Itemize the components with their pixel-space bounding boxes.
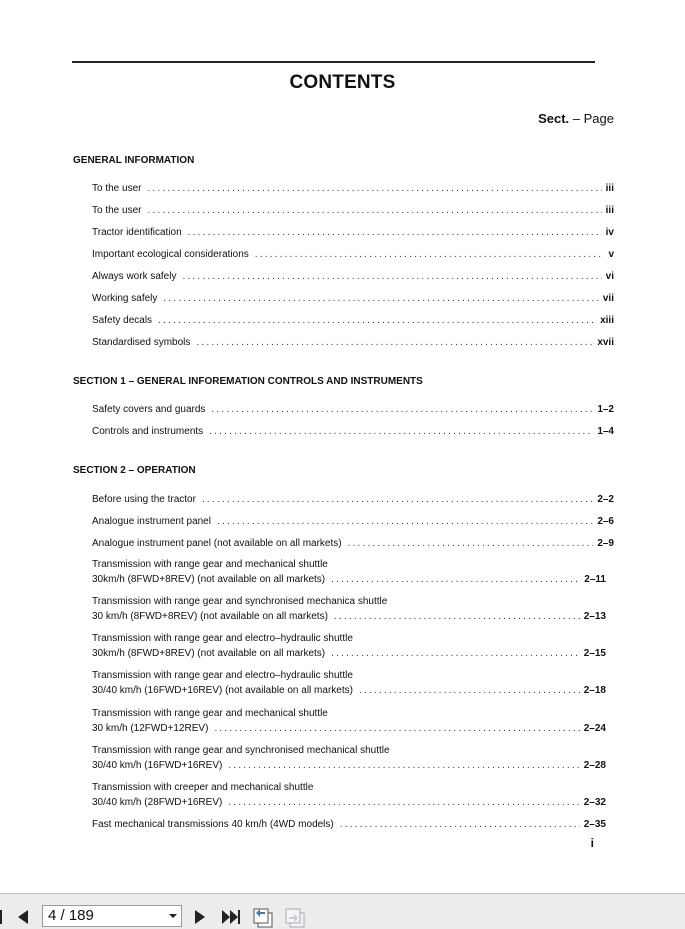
chevron-down-icon[interactable] <box>169 914 177 918</box>
toc-entry[interactable] <box>92 183 614 195</box>
toc-entry[interactable] <box>92 337 614 349</box>
toc-entry-page: 2–24 <box>583 723 606 734</box>
toc-entry-line1: Transmission with range gear and mechanical shuttle <box>92 559 328 570</box>
leader-dots <box>147 205 601 217</box>
previous-view-icon[interactable] <box>252 908 274 928</box>
toc-entry[interactable] <box>92 205 614 217</box>
toc-entry[interactable] <box>92 494 614 506</box>
leader-dots <box>182 271 601 283</box>
toc-entry[interactable] <box>92 782 606 809</box>
leader-dots <box>188 227 602 239</box>
toc-entry-line1: Transmission with range gear and electro–hydraulic shuttle <box>92 633 353 644</box>
toc-entry-page: iv <box>605 227 614 238</box>
leader-dots <box>331 574 580 586</box>
leader-dots <box>228 760 579 772</box>
toc-entry-page: 2–2 <box>597 494 614 505</box>
leader-dots <box>158 315 596 327</box>
toc-entry-line1: Transmission with range gear and electro–hydraulic shuttle <box>92 670 353 681</box>
leader-dots <box>202 494 593 506</box>
toc-entry-label: To the user <box>92 183 142 194</box>
toc-entry-label: 30/40 km/h (16FWD+16REV) <box>92 760 223 771</box>
toc-entry-label: To the user <box>92 205 142 216</box>
first-page-icon[interactable] <box>0 910 6 924</box>
toc-entry[interactable] <box>92 538 614 550</box>
toc-entry-page: xiii <box>600 315 614 326</box>
next-view-icon[interactable] <box>284 908 306 928</box>
page-number-input[interactable] <box>42 905 182 927</box>
toc-entry-page: 2–13 <box>583 611 606 622</box>
toc-entry-label: Before using the tractor <box>92 494 196 505</box>
toc-entry[interactable] <box>92 516 614 528</box>
toc-entry-page: 1–4 <box>597 426 614 437</box>
leader-dots <box>196 337 593 349</box>
toc-entry-label: Important ecological considerations <box>92 249 249 260</box>
leader-dots <box>340 819 580 831</box>
leader-dots <box>147 183 601 195</box>
toc-entry-page: 2–15 <box>583 648 606 659</box>
section-heading: SECTION 2 – OPERATION <box>73 465 196 476</box>
toc-entry-label: Analogue instrument panel (not available on all markets) <box>92 538 342 549</box>
toc-entry[interactable] <box>92 708 606 735</box>
toc-entry-label: 30 km/h (8FWD+8REV) (not available on all markets) <box>92 611 328 622</box>
toc-entry-line1: Transmission with range gear and mechanical shuttle <box>92 708 328 719</box>
toc-entry-page: iii <box>605 183 614 194</box>
leader-dots <box>331 648 580 660</box>
toc-entry[interactable] <box>92 404 614 416</box>
top-rule <box>72 61 595 63</box>
toc-entry-label: Fast mechanical transmissions 40 km/h (4WD models) <box>92 819 334 830</box>
toc-entry-line1: Transmission with range gear and synchronised mechanica shuttle <box>92 596 388 607</box>
toc-entry-label: 30km/h (8FWD+8REV) (not available on all markets) <box>92 648 326 659</box>
toc-entry-label: Always work safely <box>92 271 177 282</box>
leader-dots <box>359 685 580 697</box>
toc-entry[interactable] <box>92 819 606 831</box>
next-page-icon[interactable] <box>194 910 206 924</box>
toc-entry-label: Controls and instruments <box>92 426 204 437</box>
toc-entry[interactable] <box>92 293 614 305</box>
toc-entry-page: vii <box>602 293 614 304</box>
toc-entry-page: 2–6 <box>597 516 614 527</box>
toc-entry[interactable] <box>92 249 614 261</box>
toc-entry-label: 30/40 km/h (16FWD+16REV) (not available on all markets) <box>92 685 353 696</box>
toc-entry-line1: Transmission with range gear and synchronised mechanical shuttle <box>92 745 390 756</box>
toc-entry-page: 2–18 <box>583 685 606 696</box>
leader-dots <box>334 611 580 623</box>
previous-page-icon[interactable] <box>17 910 29 924</box>
leader-dots <box>211 404 593 416</box>
toc-entry-page: iii <box>605 205 614 216</box>
toc-entry[interactable] <box>92 315 614 327</box>
toc-entry-page: 2–9 <box>597 538 614 549</box>
toc-entry-page: 2–28 <box>583 760 606 771</box>
page-footer-number: i <box>590 836 594 850</box>
toc-entry-label: Tractor identification <box>92 227 182 238</box>
leader-dots <box>163 293 598 305</box>
toc-entry-label: Analogue instrument panel <box>92 516 211 527</box>
section-heading: SECTION 1 – GENERAL INFOREMATION CONTROLS AND INSTRUMENTS <box>73 376 423 387</box>
leader-dots <box>217 516 593 528</box>
page-title: CONTENTS <box>289 72 396 93</box>
toc-entry[interactable] <box>92 271 614 283</box>
toc-entry-label: Safety decals <box>92 315 153 326</box>
toc-entry-page: 2–35 <box>583 819 606 830</box>
leader-dots <box>209 426 593 438</box>
sect-label: Sect. <box>538 111 570 126</box>
leader-dots <box>228 797 579 809</box>
toc-entry[interactable] <box>92 745 606 772</box>
section-heading: GENERAL INFORMATION <box>73 155 195 166</box>
toc-entry[interactable] <box>92 670 606 697</box>
toc-entry[interactable] <box>92 227 614 239</box>
leader-dots <box>255 249 605 261</box>
page-number-value: 4 / 189 <box>48 907 94 924</box>
toc-entry-label: Safety covers and guards <box>92 404 206 415</box>
page-label: – Page <box>569 111 614 126</box>
sect-page-header <box>538 111 614 126</box>
toc-entry-page: 1–2 <box>597 404 614 415</box>
toc-entry[interactable] <box>92 596 606 623</box>
last-page-icon[interactable] <box>221 910 241 924</box>
toc-entry-line1: Transmission with creeper and mechanical shuttle <box>92 782 314 793</box>
toc-entry-page: v <box>608 249 614 260</box>
leader-dots <box>214 723 579 735</box>
toc-entry-label: Working safely <box>92 293 158 304</box>
toc-entry-page: xvii <box>597 337 614 348</box>
leader-dots <box>348 538 594 550</box>
toc-entry-page: 2–32 <box>583 797 606 808</box>
toc-entry[interactable] <box>92 426 614 438</box>
toc-entry[interactable] <box>92 633 606 660</box>
toc-entry-label: 30 km/h (12FWD+12REV) <box>92 723 209 734</box>
toc-entry-page: vi <box>605 271 614 282</box>
toc-entry-page: 2–11 <box>584 574 606 585</box>
toc-entry-label: Standardised symbols <box>92 337 191 348</box>
toc-entry[interactable] <box>92 559 606 586</box>
toc-entry-label: 30km/h (8FWD+8REV) (not available on all markets) <box>92 574 326 585</box>
toc-entry-label: 30/40 km/h (28FWD+16REV) <box>92 797 223 808</box>
